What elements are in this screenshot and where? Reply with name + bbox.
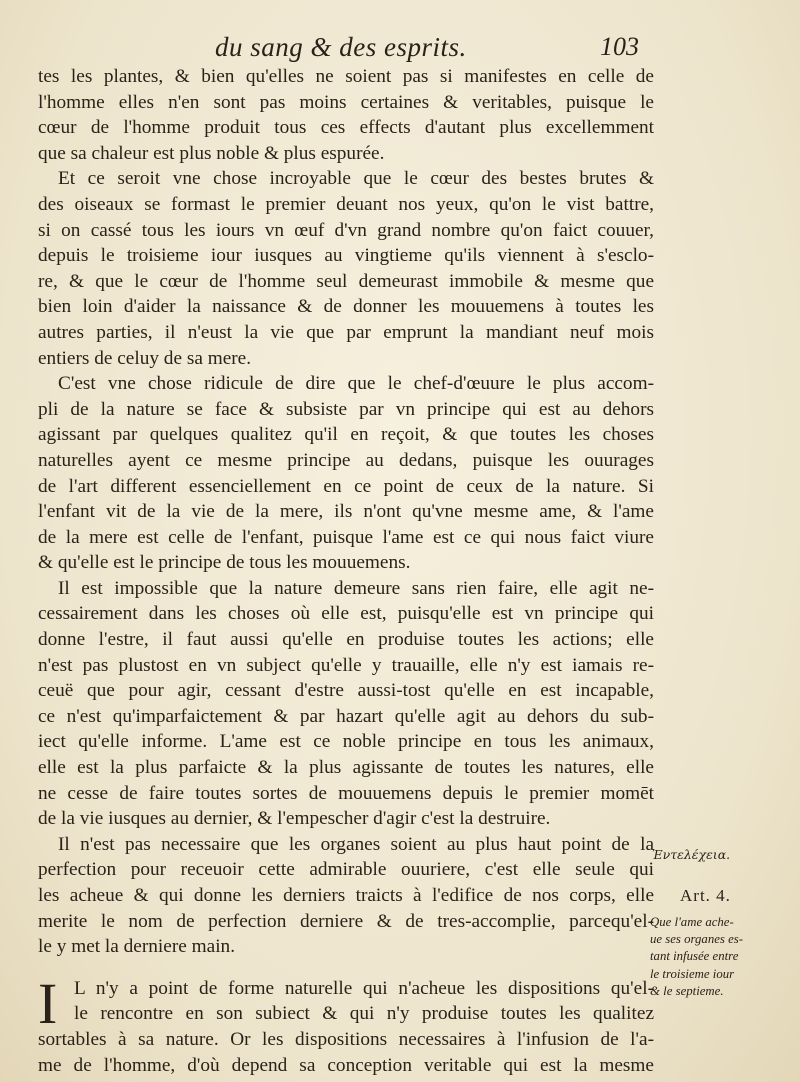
- paragraph: [38, 64, 654, 166]
- text-line: l'homme elles n'en sont pas moins certaines & veritables, puisque le: [38, 91, 654, 113]
- text-line: bien loin d'aider la naissance & de donner les mouuemens à toutes les: [38, 296, 654, 318]
- margin-sidenote: [650, 914, 790, 1000]
- text-line: elle est la plus parfaicte & la plus agissante de toutes les natures, elle: [38, 757, 654, 779]
- text-line: ne cesse de faire toutes sortes de mouuemens depuis le premier momēt: [38, 782, 654, 804]
- text-line: ceuë que pour agir, cessant d'estre aussi-tost qu'elle en est incapable,: [38, 680, 654, 702]
- text-line: ce n'est qu'imparfaictement & par hazart qu'elle agit au dehors du sub-: [38, 705, 654, 727]
- section-gap: [38, 960, 654, 976]
- text-line: agissant par quelques qualitez qu'il en reçoit, & que toutes les choses: [38, 424, 654, 446]
- text-line: autres parties, il n'eust la vie que par emprunt la mandiant neuf mois: [38, 321, 654, 343]
- text-line: iect qu'elle informe. L'ame est ce noble principe en tous les animaux,: [38, 731, 654, 753]
- sidenote-line: Que l'ame ache-: [650, 915, 734, 929]
- text-line: si on cassé tous les iours vn œuf d'vn grand nombre qu'on faict couuer,: [38, 219, 654, 241]
- text-line: C'est vne chose ridicule de dire que le chef-d'œuure le plus accom-: [58, 373, 654, 395]
- text-line: que sa chaleur est plus noble & plus espurée.: [38, 142, 385, 164]
- text-line: cessairement dans les choses où elle est, puisqu'elle est vn principe qui: [38, 603, 654, 625]
- text-line: re, & que le cœur de l'homme seul demeurast immobile & mesme que: [38, 270, 654, 292]
- article-label: Art. 4.: [680, 886, 731, 905]
- text-line: Et ce seroit vne chose incroyable que le cœur des bestes brutes &: [58, 168, 654, 190]
- text-line: naturelles ayent ce mesme principe au dedans, puisque les ouurages: [38, 449, 654, 471]
- text-line: me de l'homme, d'où depend sa conception veritable qui est la mesme: [38, 1054, 654, 1076]
- page-number: 103: [600, 32, 639, 61]
- text-line: & qu'elle est le principe de tous les mouuemens.: [38, 552, 411, 574]
- text-line: le y met la derniere main.: [38, 936, 236, 958]
- text-line: donne l'estre, il faut aussi qu'elle en produise toutes les actions; elle: [38, 629, 654, 651]
- text-line: perfection pour receuoir cette admirable ouuriere, c'est elle seule qui: [38, 859, 654, 881]
- drop-cap: I: [38, 970, 58, 1036]
- paragraph: [38, 576, 654, 832]
- sidenote-line: tant infusée entre: [650, 949, 739, 964]
- paragraph: [38, 166, 654, 371]
- article-paragraph: [38, 970, 654, 1078]
- main-text: [38, 64, 654, 1078]
- text-line: n'est pas plustost en vn subject qu'elle y trauaille, elle n'y est iamais re-: [38, 654, 654, 676]
- text-line: sortables à sa nature. Or les dispositions necessaires à l'infusion de l'a-: [38, 1028, 654, 1050]
- text-line: de l'art different essenciellement en ce point de ceux de la nature. Si: [38, 475, 654, 497]
- text-line: les acheue & qui donne les derniers traicts à l'edifice de nos corps, elle: [38, 885, 654, 906]
- text-line: pli de la nature se face & subsiste par vn principe qui est au dehors: [38, 398, 654, 420]
- text-line: l'enfant vit de la vie de la mere, ils n'ont qu'vne mesme ame, & l'ame: [38, 501, 654, 523]
- sidenote-line: ue ses organes es-: [650, 932, 743, 947]
- running-head: du sang & des esprits.: [215, 32, 467, 62]
- text-line: Il n'est pas necessaire que les organes soient au plus haut point de la: [58, 833, 654, 855]
- sidenote-line: & le septieme.: [650, 983, 724, 998]
- text-line: des oiseaux se formast le premier deuant nos yeux, qu'on le vist battre,: [38, 193, 654, 215]
- margin-greek-note: Ἐντελέχεια.: [652, 847, 731, 862]
- text-line: L n'y a point de forme naturelle qui n'acheue les dispositions qu'el-: [74, 977, 654, 999]
- paragraph: [38, 371, 654, 576]
- text-line: Il est impossible que la nature demeure sans rien faire, elle agit ne-: [58, 577, 654, 599]
- text-line: le rencontre en son subiect & qui n'y produise toutes les qualitez: [74, 1003, 654, 1025]
- text-line: merite le nom de perfection derniere & de tres-accomplie, parcequ'el-: [38, 910, 654, 932]
- sidenote-line: le troisieme iour: [650, 966, 735, 981]
- text-line: de la mere est celle de l'enfant, puisque l'ame est ce qui nous faict viure: [38, 526, 654, 548]
- text-line: cœur de l'homme produit tous ces effects d'autant plus excellemment: [38, 117, 654, 139]
- paragraph: [38, 832, 654, 960]
- text-line: de la vie iusques au dernier, & l'empescher d'agir c'est la destruire.: [38, 808, 551, 830]
- text-line: depuis le troisieme iour iusques au vingtieme qu'ils viennent à s'esclo-: [38, 245, 654, 267]
- text-line: entiers de celuy de sa mere.: [38, 347, 252, 369]
- text-line: tes les plantes, & bien qu'elles ne soient pas si manifestes en celle de: [38, 66, 654, 87]
